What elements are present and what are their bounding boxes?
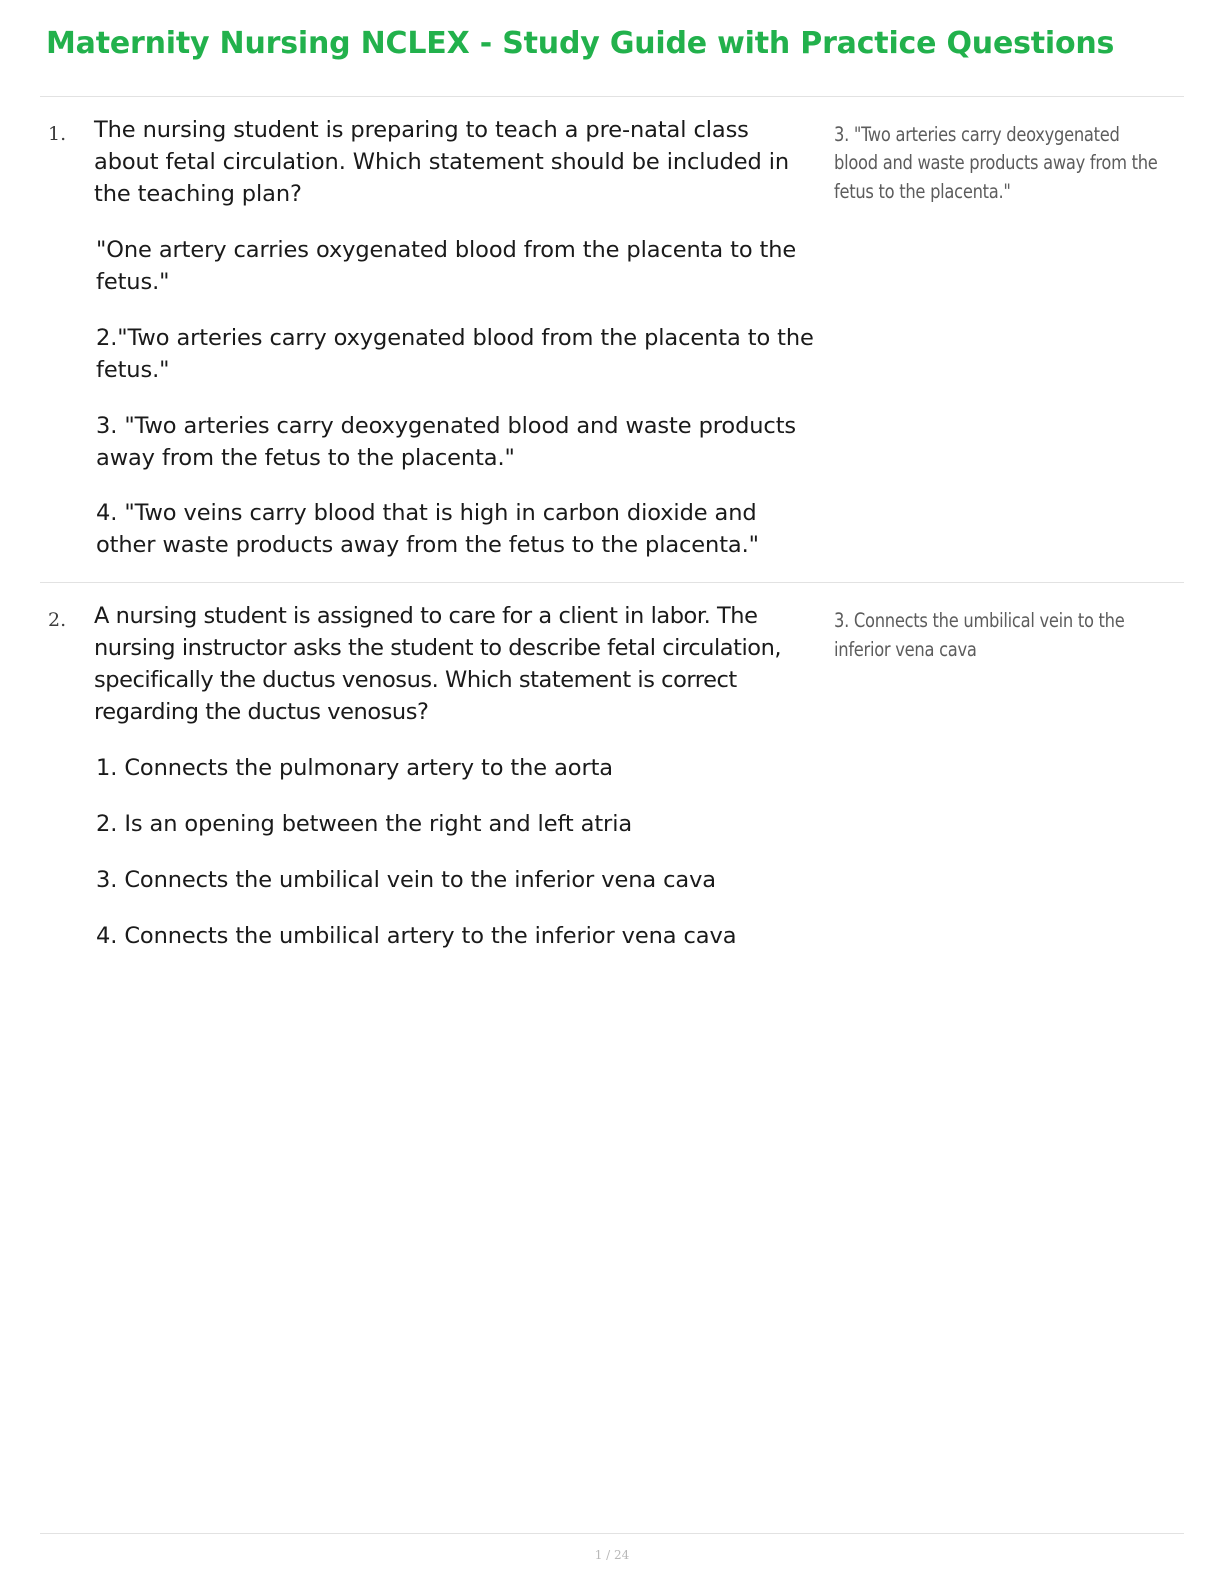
question-item xyxy=(40,97,1184,582)
question-body xyxy=(94,115,834,562)
question-body xyxy=(94,601,834,953)
page-footer xyxy=(0,1533,1224,1562)
question-stem: The nursing student is preparing to teach a pre-natal class about fetal circulation. Which statement should be included in the teaching plan? xyxy=(94,117,790,207)
question-number: 2. xyxy=(48,609,67,632)
question-number: 1. xyxy=(48,123,67,145)
page-indicator: 1 / 24 xyxy=(594,1548,630,1562)
page-title: Maternity Nursing NCLEX - Study Guide with Practice Questions xyxy=(46,26,1115,61)
question-item xyxy=(40,583,1184,973)
question-option[interactable]: 4. "Two veins carry blood that is high in carbon dioxide and other waste products away from the fetus to the placenta." xyxy=(96,500,759,559)
question-option[interactable]: 1. Connects the pulmonary artery to the aorta xyxy=(96,755,613,782)
question-option[interactable]: 2."Two arteries carry oxygenated blood from the placenta to the fetus." xyxy=(96,324,814,383)
question-option[interactable]: 4. Connects the umbilical artery to the inferior vena cava xyxy=(96,922,737,949)
answer-annotation: 3. "Two arteries carry deoxygenated blood and waste products away from the fetus to the placenta." xyxy=(834,123,1158,203)
divider-bottom xyxy=(40,1533,1184,1534)
question-stem: A nursing student is assigned to care for a client in labor. The nursing instructor asks the student to describe fetal circulation, specifically the ductus venosus. Which statement is correct regarding the ductus venosus? xyxy=(94,603,782,726)
question-option[interactable]: "One artery carries oxygenated blood from the placenta to the fetus." xyxy=(96,236,797,295)
answer-annotation: 3. Connects the umbilical vein to the inferior vena cava xyxy=(834,609,1125,661)
question-option[interactable]: 3. "Two arteries carry deoxygenated blood and waste products away from the fetus to the placenta." xyxy=(96,412,797,471)
question-option[interactable]: 2. Is an opening between the right and left atria xyxy=(96,811,633,837)
question-option[interactable]: 3. Connects the umbilical vein to the inferior vena cava xyxy=(96,866,716,893)
